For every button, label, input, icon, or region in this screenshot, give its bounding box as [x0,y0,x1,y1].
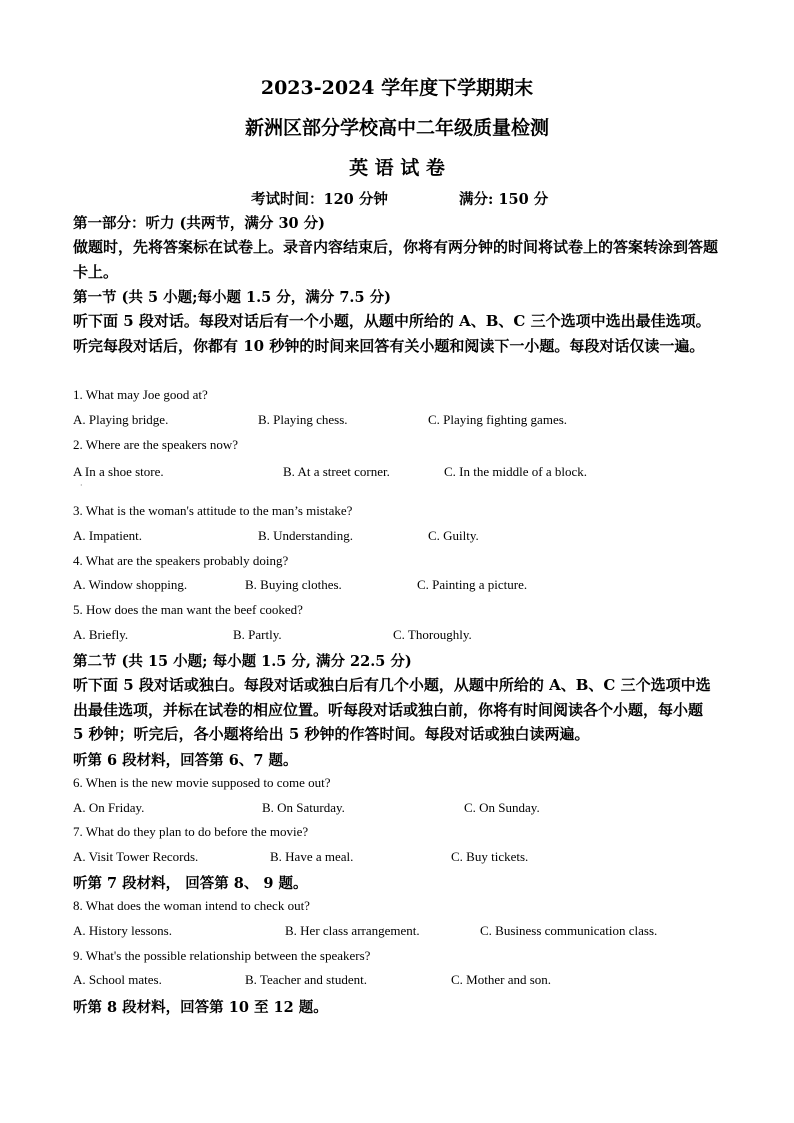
q3-option-a: A. Impatient. [73,528,142,543]
section1-heading: 第一节 (共 5 小题;每小题 1.5 分，满分 7.5 分) [73,289,391,306]
q1-option-c: C. Playing fighting games. [428,412,568,427]
q3-option-c: C. Guilty. [428,528,479,543]
question-9: 9. What's the possible relationship between the speakers? [73,948,371,963]
q7-option-b: B. Have a meal. [270,849,354,864]
q3-option-b: B. Understanding. [258,528,353,543]
question-1: 1. What may Joe good at? [73,387,208,402]
question-2: 2. Where are the speakers now? [73,437,239,452]
q6-option-b: B. On Saturday. [262,800,345,815]
q4-option-c: C. Painting a picture. [417,577,528,592]
question-7: 7. What do they plan to do before the movie? [73,824,309,839]
exam-title-term: 2023-2024 学年度下学期期末 [260,77,534,99]
part1-instructions: 做题时，先将答案标在试卷上。录音内容结束后，你将有两分钟的时间将试卷上的答案转涂到答题卡上。 [73,238,719,281]
exam-title-subject: 英 语 试 卷 [349,157,445,179]
q8-option-c: C. Business communication class. [480,923,658,938]
q5-option-a: A. Briefly. [73,627,129,642]
section2-heading: 第二节 (共 15 小题; 每小题 1.5 分, 满分 22.5 分) [73,653,412,670]
full-score: 满分: 150 分 [459,191,549,208]
material-7-heading: 听第 7 段材料， 回答第 8、 9 题。 [73,875,308,892]
q1-option-a: A. Playing bridge. [73,412,169,427]
q1-option-b: B. Playing chess. [258,412,348,427]
material-6-heading: 听第 6 段材料，回答第 6、7 题。 [73,752,298,769]
q9-option-c: C. Mother and son. [451,972,552,987]
question-4: 4. What are the speakers probably doing? [73,553,289,568]
q2-option-c: C. In the middle of a block. [444,464,587,479]
q5-option-c: C. Thoroughly. [393,627,472,642]
q7-option-c: C. Buy tickets. [451,849,529,864]
q9-option-b: B. Teacher and student. [245,972,367,987]
q2-option-b: B. At a street corner. [283,464,390,479]
section1-instructions: 听下面 5 段对话。每段对话后有一个小题，从题中所给的 A、B、C 三个选项中选出最佳选项。听完每段对话后，你都有 10 秒钟的时间来回答有关小题和阅读下一小题。每段对话仅读一遍。 [73,312,711,355]
q8-option-b: B. Her class arrangement. [285,923,420,938]
stray-dot-mark: · [80,481,83,490]
q5-option-b: B. Partly. [233,627,282,642]
q7-option-a: A. Visit Tower Records. [73,849,199,864]
material-8-heading: 听第 8 段材料，回答第 10 至 12 题。 [73,999,328,1016]
q4-option-b: B. Buying clothes. [245,577,342,592]
part1-heading: 第一部分：听力 (共两节，满分 30 分) [73,215,326,232]
q6-option-c: C. On Sunday. [464,800,540,815]
question-8: 8. What does the woman intend to check out? [73,898,310,913]
section2-instructions: 听下面 5 段对话或独白。每段对话或独白后有几个小题，从题中所给的 A、B、C 三个选项中选出最佳选项，并标在试卷的相应位置。听每段对话或独白前，你将有时间阅读各个小题，每小题 5 秒钟；听完后，各小题将给出 5 秒钟的作答时间。每段对话或独白读两遍。 [73,676,711,743]
q4-option-a: A. Window shopping. [73,577,188,592]
q9-option-a: A. School mates. [73,972,162,987]
q8-option-a: A. History lessons. [73,923,172,938]
question-5: 5. How does the man want the beef cooked? [73,602,303,617]
q6-option-a: A. On Friday. [73,800,145,815]
question-3: 3. What is the woman's attitude to the man’s mistake? [73,503,353,518]
question-6: 6. When is the new movie supposed to come out? [73,775,331,790]
q2-option-a: A In a shoe store. [73,464,164,479]
exam-title-school: 新洲区部分学校高中二年级质量检测 [244,117,549,139]
exam-time: 考试时间：120 分钟 [251,191,388,208]
